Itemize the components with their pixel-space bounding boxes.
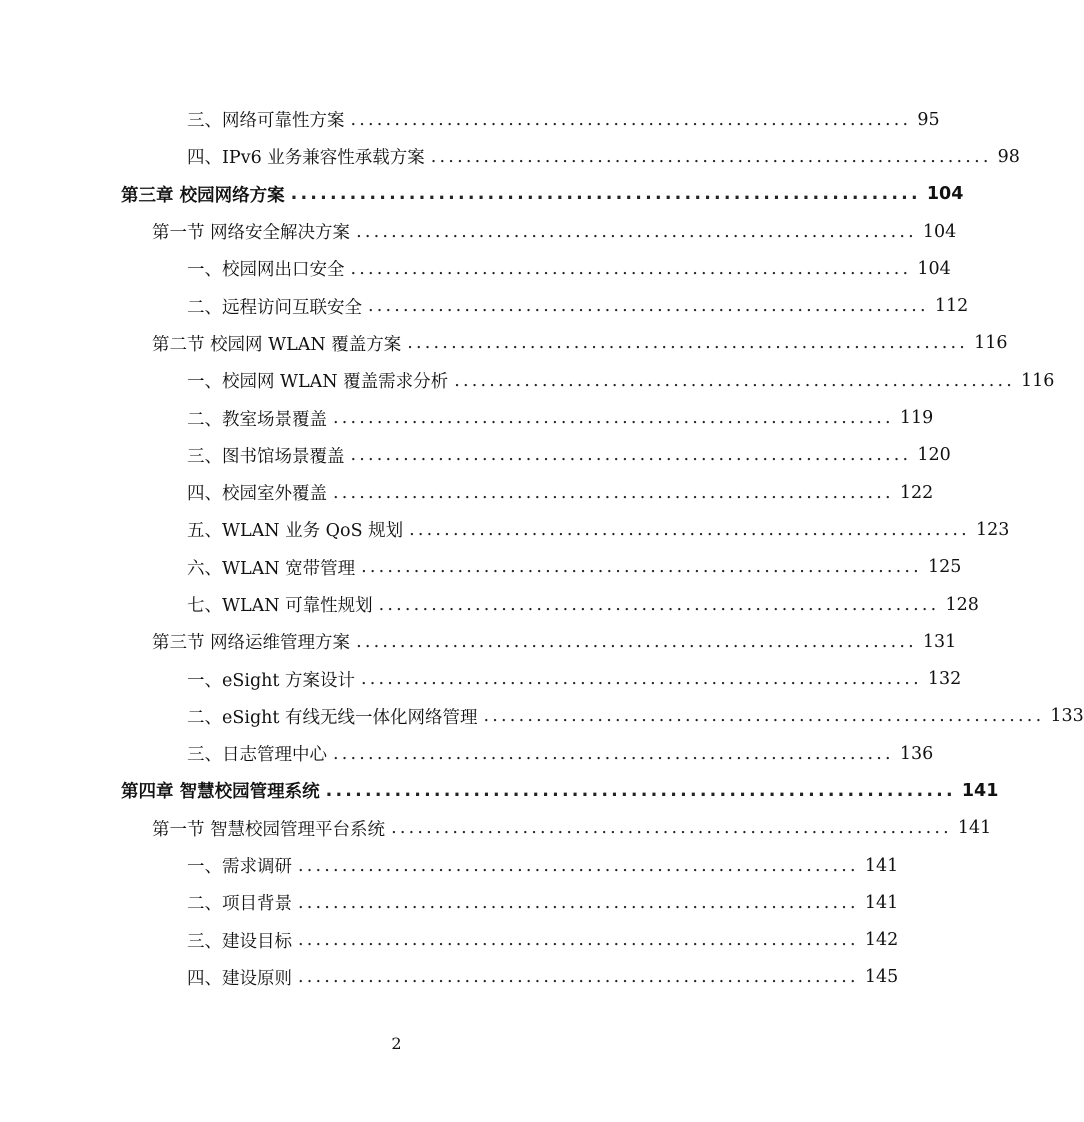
toc-entry-page: 95: [917, 109, 940, 130]
toc-entry-item[interactable]: [0, 698, 1084, 735]
toc-entry-title: 三、建设目标: [187, 931, 292, 952]
toc-entry-page: 145: [864, 967, 899, 988]
dot-leader: ................................................................: [298, 855, 859, 876]
toc-entry-title: 一、校园网出口安全: [187, 260, 345, 281]
toc-entry-item[interactable]: [0, 250, 951, 287]
toc-entry-title: 第四章 智慧校园管理系统: [121, 782, 320, 803]
dot-leader: ................................................................: [483, 706, 1045, 727]
table-of-contents: [0, 101, 1084, 996]
toc-entry-title: 一、校园网 WLAN 覆盖需求分析: [187, 372, 449, 393]
dot-leader: ................................................................: [361, 669, 922, 690]
toc-entry-section[interactable]: [0, 623, 957, 660]
toc-entry-title: 三、网络可靠性方案: [187, 111, 345, 132]
dot-leader: ................................................................: [350, 445, 912, 466]
toc-entry-title: 二、远程访问互联安全: [187, 297, 362, 318]
dot-leader: ................................................................: [407, 333, 969, 354]
dot-leader: ................................................................: [350, 109, 912, 130]
toc-entry-section[interactable]: [0, 325, 1008, 362]
toc-entry-title: 三、图书馆场景覆盖: [187, 446, 345, 467]
dot-leader: ................................................................: [350, 258, 912, 279]
toc-entry-item[interactable]: [0, 287, 969, 324]
toc-entry-item[interactable]: [0, 660, 962, 697]
toc-entry-page: 104: [922, 221, 957, 242]
toc-entry-title: 四、IPv6 业务兼容性承载方案: [187, 148, 425, 169]
dot-leader: ................................................................: [391, 818, 952, 839]
toc-entry-section[interactable]: [0, 810, 992, 847]
toc-entry-page: 120: [917, 445, 951, 466]
dot-leader: ................................................................: [298, 892, 859, 913]
toc-entry-page: 141: [961, 780, 999, 801]
dot-leader: ................................................................: [430, 146, 992, 167]
toc-entry-title: 七、WLAN 可靠性规划: [187, 596, 373, 616]
toc-entry-title: 第三节 网络运维管理方案: [152, 633, 351, 654]
toc-entry-item[interactable]: [0, 549, 962, 586]
dot-leader: ................................................................: [298, 967, 859, 988]
toc-entry-title: 二、eSight 有线无线一体化网络管理: [187, 707, 478, 728]
toc-entry-item[interactable]: [0, 884, 899, 921]
dot-leader: ................................................................: [356, 221, 917, 242]
toc-entry-item[interactable]: [0, 437, 951, 474]
toc-entry-item[interactable]: [0, 586, 979, 623]
page-number: 2: [391, 1034, 402, 1053]
toc-entry-item[interactable]: [0, 101, 940, 138]
dot-leader: ................................................................: [378, 594, 940, 615]
toc-entry-page: 128: [945, 594, 979, 615]
dot-leader: ................................................................: [356, 631, 917, 652]
dot-leader: ................................................................: [409, 519, 970, 540]
toc-entry-page: 116: [1021, 370, 1055, 391]
toc-entry-page: 119: [899, 408, 934, 429]
toc-entry-title: 三、日志管理中心: [187, 745, 327, 766]
dot-leader: ................................................................: [333, 482, 894, 503]
toc-entry-chapter[interactable]: [0, 772, 999, 809]
toc-entry-title: 二、项目背景: [187, 894, 292, 915]
dot-leader: ................................................................: [368, 296, 929, 317]
toc-entry-title: 第三章 校园网络方案: [121, 185, 285, 206]
toc-entry-item[interactable]: [0, 922, 899, 959]
toc-entry-item[interactable]: [0, 362, 1055, 399]
toc-entry-page: 131: [922, 631, 957, 652]
toc-entry-title: 四、校园室外覆盖: [187, 484, 327, 505]
toc-entry-page: 132: [927, 669, 962, 690]
toc-entry-title: 五、WLAN 业务 QoS 规划: [187, 521, 404, 542]
toc-entry-title: 一、eSight 方案设计: [187, 670, 356, 691]
toc-entry-page: 141: [864, 892, 899, 913]
toc-entry-page: 104: [917, 258, 951, 279]
toc-entry-title: 第一节 智慧校园管理平台系统: [152, 819, 386, 840]
toc-entry-item[interactable]: [0, 847, 899, 884]
toc-entry-page: 125: [927, 557, 962, 578]
toc-entry-item[interactable]: [0, 474, 934, 511]
toc-entry-item[interactable]: [0, 138, 1020, 175]
toc-entry-section[interactable]: [0, 213, 957, 250]
toc-entry-page: 133: [1050, 706, 1084, 727]
dot-leader: ................................................................: [290, 184, 921, 205]
toc-entry-title: 六、WLAN 宽带管理: [187, 558, 356, 579]
toc-entry-chapter[interactable]: [0, 176, 964, 213]
toc-entry-page: 141: [957, 818, 992, 839]
dot-leader: ................................................................: [298, 930, 859, 951]
toc-entry-title: 四、建设原则: [187, 968, 292, 989]
toc-entry-item[interactable]: [0, 511, 1010, 548]
toc-entry-page: 136: [899, 743, 934, 764]
toc-entry-title: 一、需求调研: [187, 857, 292, 878]
toc-entry-title: 第二节 校园网 WLAN 覆盖方案: [152, 334, 402, 355]
toc-entry-item[interactable]: [0, 959, 899, 996]
dot-leader: ................................................................: [361, 557, 922, 578]
toc-entry-page: 142: [864, 930, 899, 951]
toc-entry-page: 122: [899, 482, 934, 503]
toc-entry-page: 112: [934, 296, 969, 317]
toc-entry-title: 二、教室场景覆盖: [187, 409, 327, 430]
toc-entry-item[interactable]: [0, 735, 934, 772]
dot-leader: ................................................................: [325, 780, 956, 801]
dot-leader: ................................................................: [333, 408, 894, 429]
toc-entry-page: 116: [974, 333, 1008, 354]
toc-entry-page: 104: [926, 184, 964, 205]
toc-entry-page: 123: [975, 519, 1010, 540]
dot-leader: ................................................................: [454, 370, 1016, 391]
toc-entry-title: 第一节 网络安全解决方案: [152, 223, 351, 244]
dot-leader: ................................................................: [333, 743, 894, 764]
toc-entry-page: 98: [997, 146, 1020, 167]
toc-entry-item[interactable]: [0, 399, 934, 436]
toc-entry-page: 141: [864, 855, 899, 876]
